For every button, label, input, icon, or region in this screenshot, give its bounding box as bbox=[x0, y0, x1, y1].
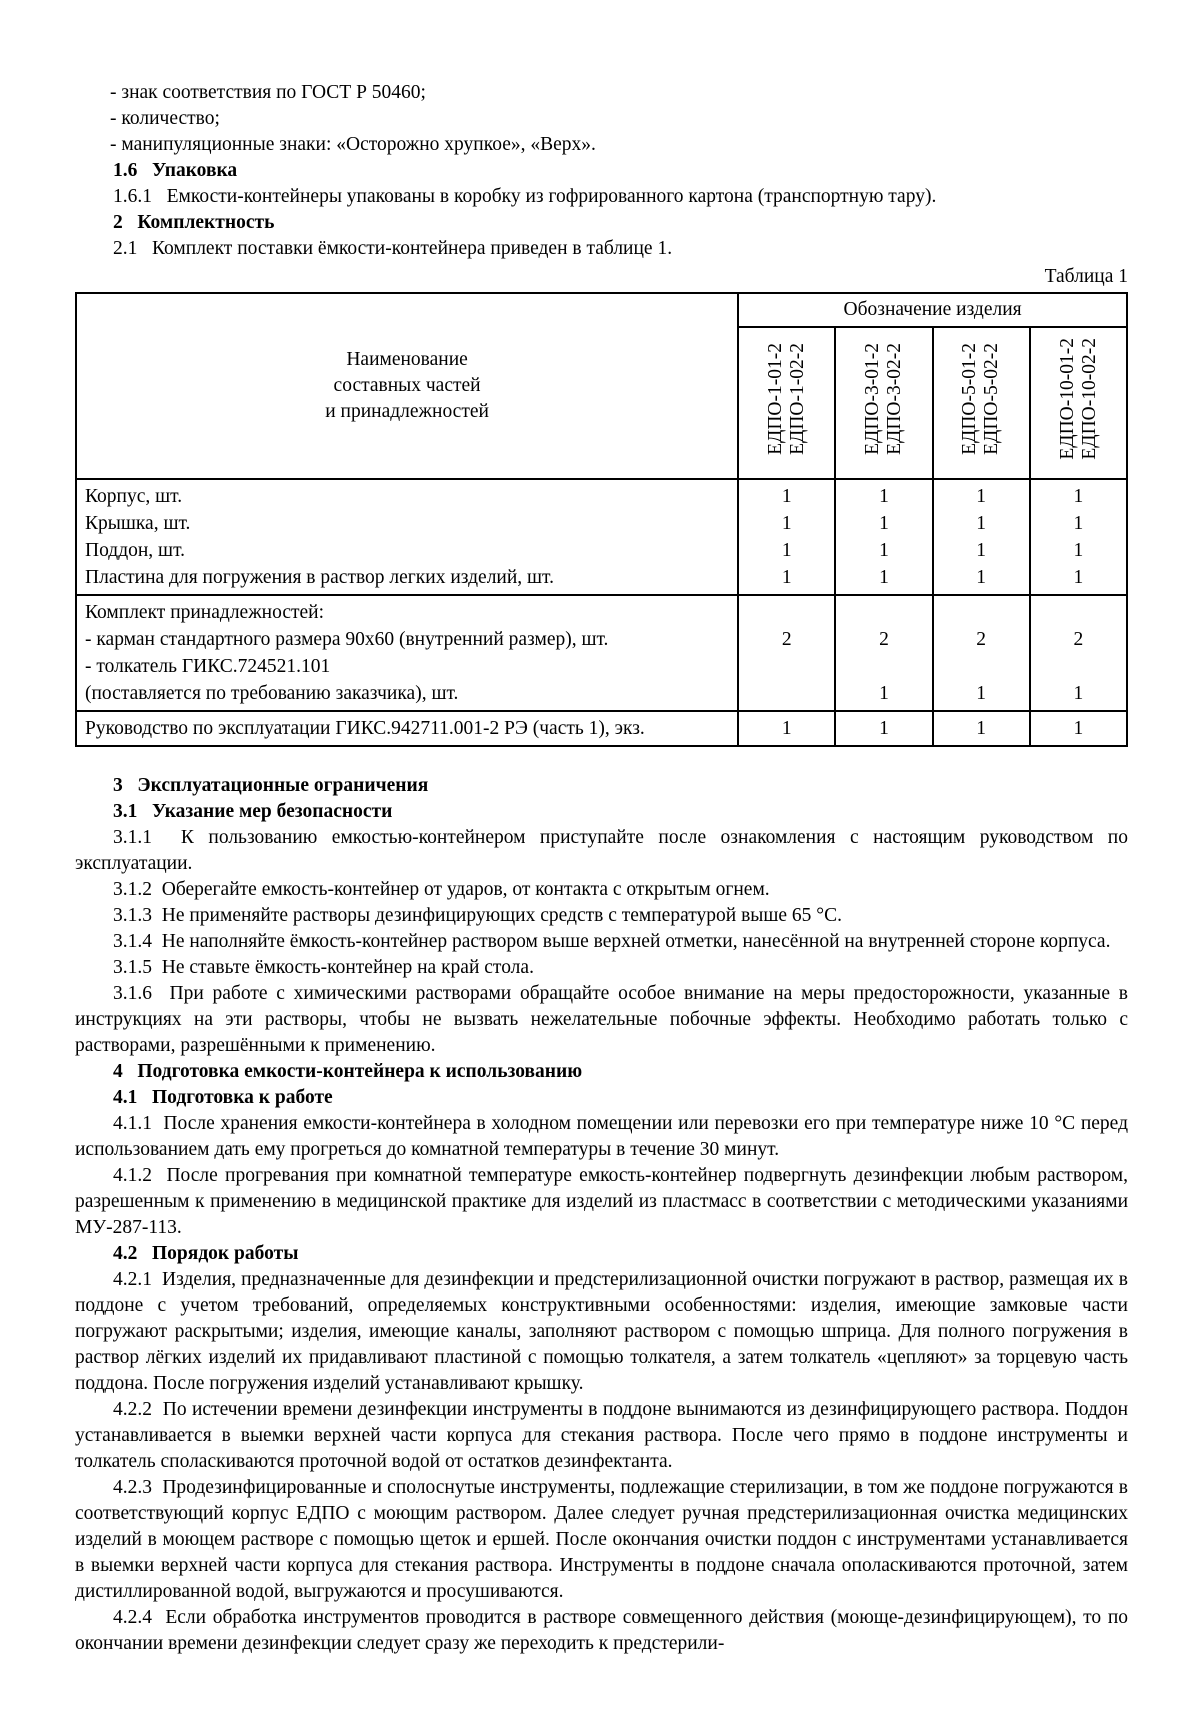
qty-value: 1 bbox=[879, 683, 889, 704]
bullet-gost-mark: - знак соответствия по ГОСТ Р 50460; bbox=[110, 82, 426, 103]
paragraph-4-1-2: 4.1.2 После прогревания при комнатной температуре емкость-контейнер подвергнуть дезинфекции любым раствором, разрешенным к применению в медицинской практике для изделий из пластмасс в соответствии с методическими указаниями МУ-287-113. bbox=[75, 1165, 1128, 1238]
qty-cell: 1 bbox=[1030, 711, 1127, 746]
vertical-text bbox=[765, 343, 809, 455]
paragraph-4-2-2: 4.2.2 По истечении времени дезинфекции инструменты в поддоне вынимаются из дезинфицирующего раствора. Поддон устанавливается в выемки верхней части корпуса для стекания раствора. После чего прямо в поддоне инструменты и толкатель споласкиваются проточной водой от остатков дезинфектанта. bbox=[75, 1399, 1128, 1472]
paragraph-4-1-1: 4.1.1 После хранения емкости-контейнера в холодном помещении или перевозки его при температуре ниже 10 °С перед использованием дать ему прогреться до комнатной температуры в течение 30 минут. bbox=[75, 1113, 1128, 1160]
qty-cell bbox=[933, 595, 1030, 711]
model-label: ЕДПО-10-02-2 bbox=[1078, 338, 1100, 460]
paragraph-3-1-1: 3.1.1 К пользованию емкостью-контейнером приступайте после ознакомления с настоящим руководством по эксплуатации. bbox=[75, 827, 1128, 874]
qty-value: 1 bbox=[976, 540, 987, 561]
table-row-manual bbox=[76, 711, 1127, 746]
model-label: ЕДПО-3-02-2 bbox=[883, 343, 905, 455]
qty-value: 1 bbox=[976, 513, 987, 534]
row-label: Пластина для погружения в раствор легких изделий, шт. bbox=[85, 567, 554, 588]
accessories-name-cell bbox=[76, 595, 738, 711]
table-row-accessories bbox=[76, 595, 1127, 711]
table-header-row bbox=[76, 293, 1127, 327]
qty-value bbox=[934, 653, 1029, 680]
qty-value bbox=[1031, 599, 1126, 626]
bullet-handling-marks: - манипуляционные знаки: «Осторожно хрупкое», «Верх». bbox=[110, 134, 596, 155]
model-label: ЕДПО-1-01-2 bbox=[764, 343, 786, 455]
qty-value bbox=[1031, 653, 1126, 680]
qty-value: 1 bbox=[879, 513, 889, 534]
paragraph-2-1: 2.1 Комплект поставки ёмкости-контейнера приведен в таблице 1. bbox=[113, 238, 673, 259]
model-header-edpo-5 bbox=[933, 327, 1030, 479]
qty-value bbox=[739, 599, 834, 626]
row-label: (поставляется по требованию заказчика), шт. bbox=[85, 683, 459, 704]
bullet-quantity: - количество; bbox=[110, 108, 220, 129]
qty-value: 1 bbox=[1073, 540, 1084, 561]
qty-value: 1 bbox=[976, 486, 987, 507]
qty-value: 1 bbox=[1073, 513, 1084, 534]
qty-value: 1 bbox=[781, 567, 792, 588]
name-header-line: составных частей bbox=[333, 375, 481, 396]
heading-4-2-work-order: 4.2 Порядок работы bbox=[113, 1243, 299, 1264]
row-label: Корпус, шт. bbox=[85, 486, 183, 507]
qty-value: 1 bbox=[976, 683, 987, 704]
table-row-main-parts bbox=[76, 479, 1127, 595]
qty-value: 1 bbox=[1073, 567, 1084, 588]
paragraph-4-2-1: 4.2.1 Изделия, предназначенные для дезинфекции и предстерилизационной очистки погружают в раствор, размещая их в поддоне с учетом требований, определяемых конструктивными особенностями: изделия, имеющие замковые части погружают раскрытыми; изделия, имеющие каналы, заполняют раствором с помощью шприца. Для полного погружения в раствор лёгких изделий их придавливают пластиной с помощью толкателя, а затем толкатель «цепляют» за торцевую часть поддона. После погружения изделий устанавливают крышку. bbox=[75, 1269, 1128, 1394]
manual-name-cell bbox=[76, 711, 738, 746]
model-header-edpo-1 bbox=[738, 327, 835, 479]
row-label: - толкатель ГИКС.724521.101 bbox=[85, 656, 331, 677]
parts-name-cell bbox=[76, 479, 738, 595]
paragraph-3-1-3: 3.1.3 Не применяйте растворы дезинфицирующих средств с температурой выше 65 °С. bbox=[113, 905, 842, 926]
qty-value: 2 bbox=[879, 629, 889, 650]
paragraph-3-1-2: 3.1.2 Оберегайте емкость-контейнер от ударов, от контакта с открытым огнем. bbox=[113, 879, 770, 900]
paragraph-4-2-4: 4.2.4 Если обработка инструментов проводится в растворе совмещенного действия (моюще-дезинфицирующем), то по окончании времени дезинфекции следует сразу же переходить к предстерили- bbox=[75, 1607, 1128, 1654]
qty-value: 1 bbox=[879, 486, 889, 507]
name-header-line: и принадлежностей bbox=[325, 401, 489, 422]
qty-cell bbox=[738, 479, 835, 595]
qty-value: 1 bbox=[1073, 683, 1084, 704]
qty-value: 2 bbox=[976, 629, 987, 650]
row-label: Комплект принадлежностей: bbox=[85, 602, 325, 623]
qty-value bbox=[739, 680, 834, 707]
model-label: ЕДПО-5-01-2 bbox=[959, 343, 981, 455]
qty-value: 1 bbox=[781, 486, 792, 507]
heading-3-operational-limits: 3 Эксплуатационные ограничения bbox=[113, 775, 429, 796]
model-label: ЕДПО-1-02-2 bbox=[786, 343, 808, 455]
paragraph-3-1-6: 3.1.6 При работе с химическими растворами обращайте особое внимание на меры предосторожности, указанные в инструкциях на эти растворы, чтобы не вызвать нежелательные побочные эффекты. Необходимо работать только с растворами, разрешёнными к применению. bbox=[75, 983, 1128, 1056]
paragraph-3-1-5: 3.1.5 Не ставьте ёмкость-контейнер на край стола. bbox=[113, 957, 534, 978]
qty-cell: 1 bbox=[933, 711, 1030, 746]
qty-value: 2 bbox=[1073, 629, 1084, 650]
qty-value bbox=[934, 599, 1029, 626]
model-header-edpo-3 bbox=[835, 327, 932, 479]
heading-3-1-safety: 3.1 Указание мер безопасности bbox=[113, 801, 393, 822]
qty-cell bbox=[835, 479, 932, 595]
vertical-text bbox=[862, 343, 906, 455]
qty-value: 1 bbox=[879, 540, 889, 561]
qty-cell bbox=[1030, 595, 1127, 711]
qty-value: 1 bbox=[781, 513, 792, 534]
qty-value: 1 bbox=[879, 567, 889, 588]
heading-4-1-prep-for-work: 4.1 Подготовка к работе bbox=[113, 1087, 333, 1108]
qty-cell bbox=[835, 595, 932, 711]
paragraph-3-1-4: 3.1.4 Не наполняйте ёмкость-контейнер раствором выше верхней отметки, нанесённой на внутренней стороне корпуса. bbox=[113, 931, 1111, 952]
qty-value: 1 bbox=[781, 540, 792, 561]
delivery-set-table bbox=[75, 292, 1128, 747]
table-caption: Таблица 1 bbox=[1044, 266, 1128, 287]
qty-cell bbox=[1030, 479, 1127, 595]
heading-4-preparation: 4 Подготовка емкости-контейнера к использованию bbox=[113, 1061, 583, 1082]
model-label: ЕДПО-5-02-2 bbox=[981, 343, 1003, 455]
row-label: Поддон, шт. bbox=[85, 540, 185, 561]
paragraph-4-2-3: 4.2.3 Продезинфицированные и сполоснутые инструменты, подлежащие стерилизации, в том же поддоне погружаются в соответствующий корпус ЕДПО с моющим раствором. Далее следует ручная предстерилизационная очистка медицинских изделий в моющем растворе с помощью щеток и ершей. После окончания очистки поддон с инструментами устанавливается в выемки верхней части корпуса для стекания раствора. Инструменты в поддоне сначала ополаскиваются проточной, затем дистиллированной водой, выгружаются и просушиваются. bbox=[75, 1477, 1128, 1602]
row-label: Руководство по эксплуатации ГИКС.942711.001-2 РЭ (часть 1), экз. bbox=[85, 718, 645, 739]
name-header-line: Наименование bbox=[346, 349, 468, 370]
paragraph-1-6-1: 1.6.1 Емкости-контейнеры упакованы в коробку из гофрированного картона (транспортную тару). bbox=[113, 186, 937, 207]
qty-value: 1 bbox=[1073, 486, 1084, 507]
qty-cell: 1 bbox=[835, 711, 932, 746]
qty-value bbox=[836, 599, 931, 626]
model-label: ЕДПО-10-01-2 bbox=[1056, 338, 1078, 460]
heading-2-completeness: 2 Комплектность bbox=[113, 212, 275, 233]
row-label: Крышка, шт. bbox=[85, 513, 191, 534]
heading-1-6-packaging: 1.6 Упаковка bbox=[113, 160, 238, 181]
qty-value: 2 bbox=[781, 629, 792, 650]
vertical-text bbox=[1057, 338, 1101, 460]
model-header-edpo-10 bbox=[1030, 327, 1127, 479]
qty-cell bbox=[933, 479, 1030, 595]
name-header-cell bbox=[76, 293, 738, 479]
vertical-text bbox=[959, 343, 1003, 455]
qty-value bbox=[739, 653, 834, 680]
designation-header-cell: Обозначение изделия bbox=[738, 293, 1127, 327]
qty-value bbox=[836, 653, 931, 680]
qty-cell bbox=[738, 595, 835, 711]
row-label: - карман стандартного размера 90х60 (внутренний размер), шт. bbox=[85, 629, 609, 650]
qty-cell: 1 bbox=[738, 711, 835, 746]
qty-value: 1 bbox=[976, 567, 987, 588]
model-label: ЕДПО-3-01-2 bbox=[862, 343, 884, 455]
